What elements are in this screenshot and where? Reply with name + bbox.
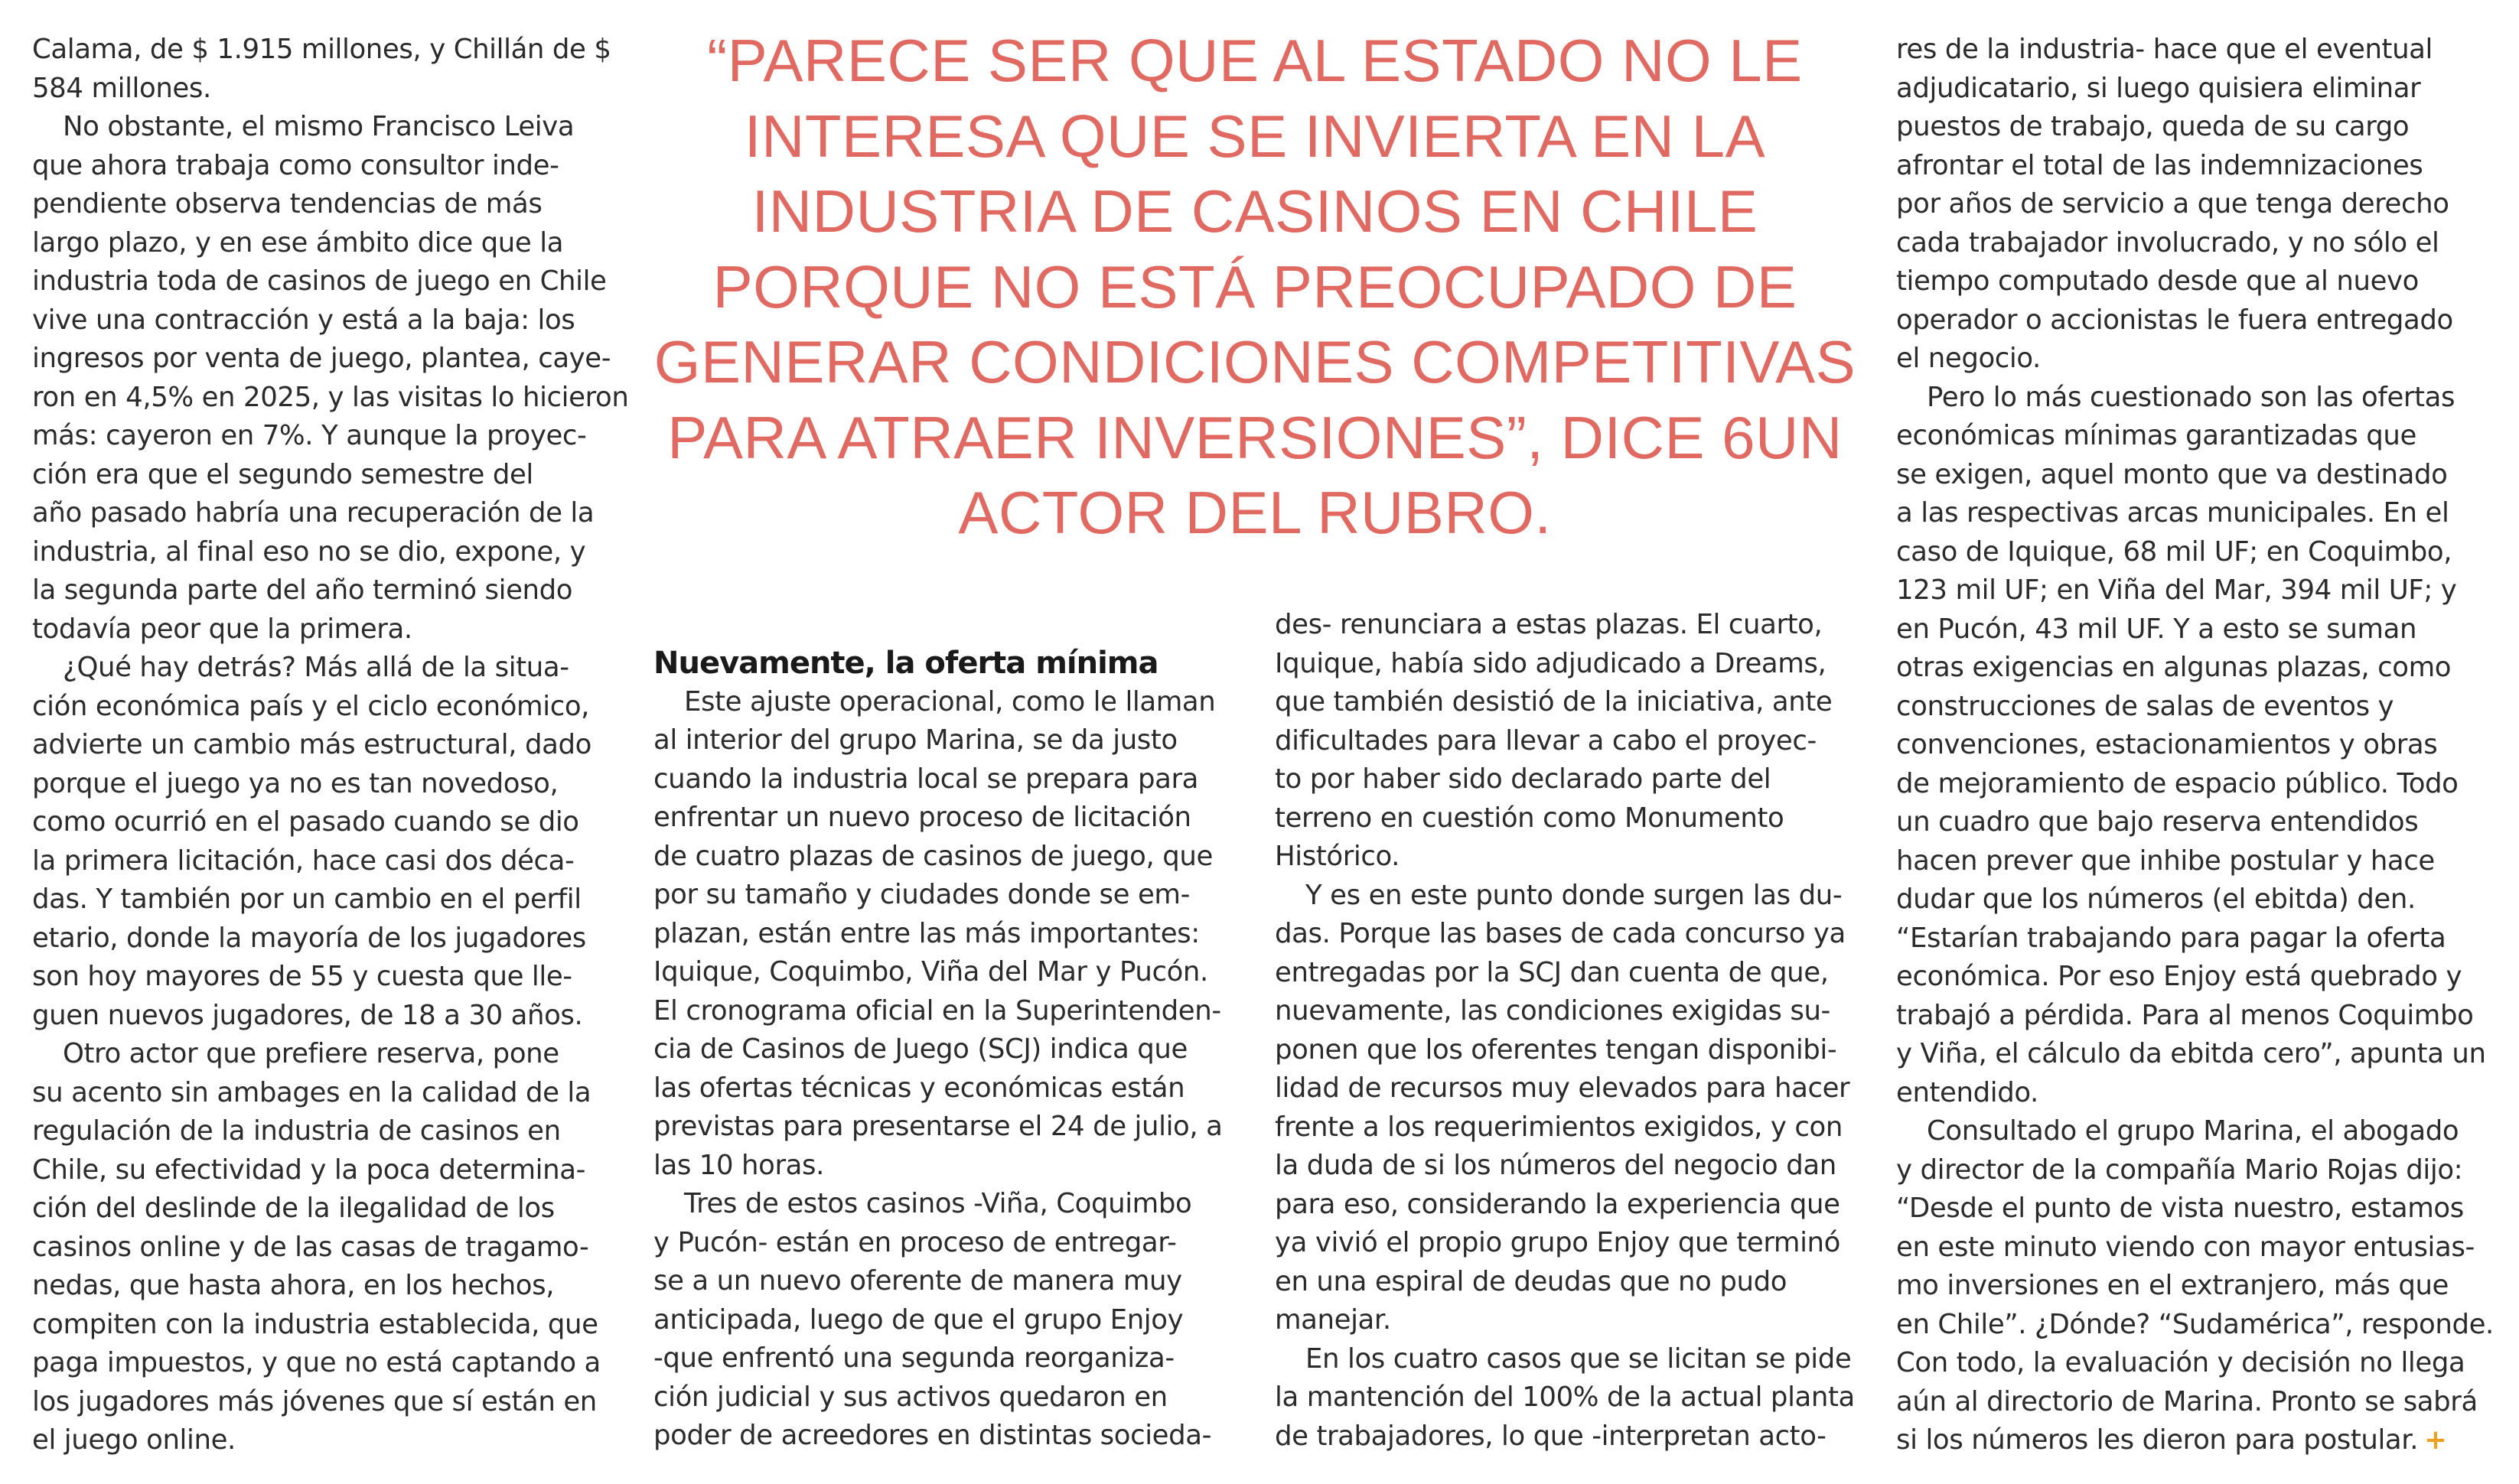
text-line: hacen prever que inhibe postular y hace — [1896, 845, 2435, 877]
text-line: entregadas por la SCJ dan cuenta de que, — [1275, 956, 1829, 988]
text-line: previstas para presentarse el 24 de julio, a — [653, 1111, 1223, 1142]
text-line: ción era que el segundo semestre del — [32, 458, 533, 490]
text-line: des- renunciara a estas plazas. El cuarto, — [1275, 609, 1823, 640]
text-line: cada trabajador involucrado, y no sólo el — [1896, 226, 2439, 259]
text-line: ingresos por venta de juego, plantea, caye- — [32, 343, 611, 374]
text-line: No obstante, el mismo Francisco Leiva — [63, 111, 575, 142]
text-line: guen nuevos jugadores, de 18 a 30 años. — [32, 999, 583, 1031]
text-line: adjudicatario, si luego quisiera eliminar — [1896, 72, 2421, 104]
text-line: caso de Iquique, 68 mil UF; en Coquimbo, — [1896, 535, 2452, 568]
text-line: dudar que los números (el ebitda) den. — [1896, 884, 2416, 915]
text-line: a las respectivas arcas municipales. En el — [1896, 497, 2449, 529]
text-line: de mejoramiento de espacio público. Todo — [1896, 767, 2459, 799]
text-line: y Viña, el cálculo da ebitda cero”, apunta un — [1896, 1038, 2486, 1069]
text-line: paga impuestos, y que no está captando a — [32, 1347, 601, 1378]
text-line: ponen que los oferentes tengan disponibi- — [1275, 1033, 1837, 1066]
text-line: nuevamente, las condiciones exigidas su- — [1275, 995, 1830, 1027]
pull-quote-line: GENERAR CONDICIONES COMPETITIVAS — [653, 328, 1856, 395]
text-line: “Desde el punto de vista nuestro, estamos — [1896, 1193, 2464, 1224]
text-line: entendido. — [1896, 1076, 2038, 1108]
text-line: cia de Casinos de Juego (SCJ) indica que — [653, 1033, 1188, 1065]
text-line: se a un nuevo oferente de manera muy — [653, 1265, 1182, 1297]
text-line: -que enfrentó una segunda reorganiza- — [653, 1342, 1175, 1374]
text-line: dificultades para llevar a cabo el proyec- — [1275, 724, 1817, 757]
text-line: por años de servicio a que tenga derecho — [1896, 188, 2449, 220]
pull-quote-line: ACTOR DEL RUBRO. — [958, 479, 1552, 546]
text-line: frente a los requerimientos exigidos, y con — [1275, 1111, 1843, 1143]
text-line: en este minuto viendo con mayor entusias- — [1896, 1231, 2475, 1263]
text-line: Iquique, Coquimbo, Viña del Mar y Pucón. — [653, 956, 1208, 988]
text-line: to por haber sido declarado parte del — [1275, 763, 1771, 795]
text-line: aún al directorio de Marina. Pronto se sabrá — [1896, 1385, 2478, 1417]
text-line: afrontar el total de las indemnizaciones — [1896, 149, 2423, 181]
text-line: El cronograma oficial en la Superintenden- — [653, 994, 1221, 1027]
text-line: operador o accionistas le fuera entregado — [1896, 304, 2453, 336]
text-line: los jugadores más jóvenes que sí están en — [32, 1385, 597, 1417]
last-line — [1896, 1421, 2493, 1460]
pull-quote — [650, 23, 1859, 551]
text-line: “Estarían trabajando para pagar la oferta — [1896, 922, 2446, 954]
pull-quote-line: INDUSTRIA DE CASINOS EN CHILE — [751, 177, 1758, 245]
text-line: en Pucón, 43 mil UF. Y a esto se suman — [1896, 613, 2417, 645]
text-line: la segunda parte del año terminó siendo — [32, 574, 573, 606]
text-line: año pasado habría una recuperación de la — [32, 497, 595, 529]
pull-quote-line: PORQUE NO ESTÁ PREOCUPADO DE — [712, 252, 1797, 321]
text-line: un cuadro que bajo reserva entendidos — [1896, 806, 2419, 838]
text-line: pendiente observa tendencias de más — [32, 188, 543, 220]
text-line: de trabajadores, lo que -interpretan acto- — [1275, 1420, 1827, 1452]
text-line: económicas mínimas garantizadas que — [1896, 420, 2416, 451]
article-column-2 — [653, 644, 1235, 1456]
text-line: que también desistió de la iniciativa, ante — [1275, 686, 1833, 718]
end-of-article-mark: + — [2424, 1424, 2447, 1456]
text-line: industria, al final eso no se dio, expone, y — [32, 535, 586, 568]
text-line: ción del deslinde de la ilegalidad de los — [32, 1193, 555, 1224]
text-line: al interior del grupo Marina, se da justo — [653, 724, 1178, 756]
text-line: de cuatro plazas de casinos de juego, que — [653, 840, 1213, 872]
text-line: el negocio. — [1896, 343, 2041, 374]
text-line: convenciones, estacionamientos y obras — [1896, 729, 2438, 760]
text-line: casinos online y de las casas de tragamo- — [32, 1231, 589, 1263]
text-line: que ahora trabaja como consultor inde- — [32, 149, 559, 181]
text-line: vive una contracción y está a la baja: los — [32, 304, 575, 336]
pull-quote-line: “PARECE SER QUE AL ESTADO NO LE — [707, 27, 1803, 94]
text-line: ción económica país y el ciclo económico, — [32, 690, 590, 722]
text-line: tiempo computado desde que al nuevo — [1896, 265, 2419, 297]
text-line: manejar. — [1275, 1304, 1391, 1336]
text-line: res de la industria- hace que el eventual — [1896, 34, 2433, 65]
text-line: el juego online. — [32, 1424, 236, 1456]
text-line: por su tamaño y ciudades donde se em- — [653, 879, 1191, 910]
article-column-1 — [32, 31, 629, 1460]
text-line: regulación de la industria de casinos en — [32, 1115, 561, 1147]
text-line: Este ajuste operacional, como le llaman — [684, 685, 1216, 718]
text-line: terreno en cuestión como Monumento — [1275, 802, 1784, 834]
text-line: ¿Qué hay detrás? Más allá de la situa- — [63, 652, 569, 683]
text-line: económica. Por eso Enjoy está quebrado y — [1896, 961, 2462, 992]
text-line: otras exigencias en algunas plazas, como — [1896, 652, 2452, 683]
text-line: la duda de si los números del negocio dan — [1275, 1150, 1836, 1181]
text-line: nedas, que hasta ahora, en los hechos, — [32, 1270, 555, 1301]
text-line: se exigen, aquel monto que va destinado — [1896, 458, 2448, 490]
text-line: puestos de trabajo, queda de su cargo — [1896, 111, 2410, 142]
pull-quote-line: INTERESA QUE SE INVIERTA EN LA — [744, 102, 1766, 170]
text-line: la mantención del 100% de la actual planta — [1275, 1381, 1855, 1413]
text-line: son hoy mayores de 55 y cuesta que lle- — [32, 961, 572, 992]
text-line: poder de acreedores en distintas socieda- — [653, 1420, 1212, 1451]
text-line: las ofertas técnicas y económicas están — [653, 1072, 1185, 1104]
text-line: ción judicial y sus activos quedaron en — [653, 1381, 1168, 1413]
text-line: ya vivió el propio grupo Enjoy que terminó — [1275, 1227, 1840, 1258]
text-line: si los números les dieron para postular. — [1896, 1424, 2419, 1456]
text-line: mo inversiones en el extranjero, más que — [1896, 1270, 2449, 1301]
text-line: y Pucón- están en proceso de entregar- — [653, 1226, 1177, 1258]
pull-quote-line: PARA ATRAER INVERSIONES”, DICE 6UN — [667, 403, 1843, 471]
text-line: etario, donde la mayoría de los jugadores — [32, 922, 586, 954]
text-line: Con todo, la evaluación y decisión no llega — [1896, 1347, 2465, 1378]
section-subheading: Nuevamente, la oferta mínima — [653, 646, 1158, 681]
text-line: trabajó a pérdida. Para al menos Coquimbo — [1896, 999, 2474, 1031]
text-line: 123 mil UF; en Viña del Mar, 394 mil UF; y — [1896, 574, 2457, 606]
text-line: en una espiral de deudas que no pudo — [1275, 1265, 1787, 1297]
text-line: compiten con la industria establecida, que — [32, 1308, 598, 1340]
text-line: largo plazo, y en ese ámbito dice que la — [32, 226, 564, 259]
text-line: 584 millones. — [32, 72, 211, 104]
text-line: plazan, están entre las más importantes: — [653, 917, 1200, 949]
text-line: todavía peor que la primera. — [32, 613, 412, 645]
article-column-3 — [1275, 606, 1856, 1456]
text-line: Otro actor que prefiere reserva, pone — [63, 1038, 559, 1069]
text-line: Histórico. — [1275, 841, 1400, 872]
text-line: las 10 horas. — [653, 1149, 825, 1181]
text-line: enfrentar un nuevo proceso de licitación — [653, 802, 1191, 833]
text-line: das. Y también por un cambio en el perfil — [32, 884, 582, 915]
text-line: Chile, su efectividad y la poca determina- — [32, 1154, 585, 1186]
text-line: Consultado el grupo Marina, el abogado — [1927, 1115, 2459, 1147]
text-line: como ocurrió en el pasado cuando se dio — [32, 806, 579, 838]
text-line: Tres de estos casinos -Viña, Coquimbo — [684, 1188, 1192, 1219]
text-line: Y es en este punto donde surgen las du- — [1305, 879, 1843, 911]
text-line: porque el juego ya no es tan novedoso, — [32, 767, 559, 799]
text-line: su acento sin ambages en la calidad de la — [32, 1076, 591, 1108]
text-line: y director de la compañía Mario Rojas dijo: — [1896, 1154, 2463, 1186]
text-line: la primera licitación, hace casi dos déca- — [32, 845, 575, 877]
text-line: para eso, considerando la experiencia que — [1275, 1188, 1840, 1220]
text-line: cuando la industria local se prepara para — [653, 763, 1198, 795]
text-line: das. Porque las bases de cada concurso ya — [1275, 918, 1846, 949]
text-line: anticipada, luego de que el grupo Enjoy — [653, 1303, 1184, 1336]
text-line: en Chile”. ¿Dónde? “Sudamérica”, responde. — [1896, 1308, 2494, 1340]
text-line: advierte un cambio más estructural, dado — [32, 729, 591, 760]
text-line: En los cuatro casos que se licitan se pide — [1305, 1342, 1852, 1375]
text-line: ron en 4,5% en 2025, y las visitas lo hicieron — [32, 381, 629, 413]
text-line: Pero lo más cuestionado son las ofertas — [1927, 381, 2455, 413]
text-line: más: cayeron en 7%. Y aunque la proyec- — [32, 420, 587, 451]
text-line: industria toda de casinos de juego en Chile — [32, 265, 607, 297]
text-line: construcciones de salas de eventos y — [1896, 690, 2394, 722]
text-line: lidad de recursos muy elevados para hacer — [1275, 1072, 1850, 1104]
text-line: Calama, de $ 1.915 millones, y Chillán de $ — [32, 34, 611, 65]
text-line: Iquique, había sido adjudicado a Dreams, — [1275, 647, 1827, 679]
article-column-4 — [1896, 31, 2493, 1460]
